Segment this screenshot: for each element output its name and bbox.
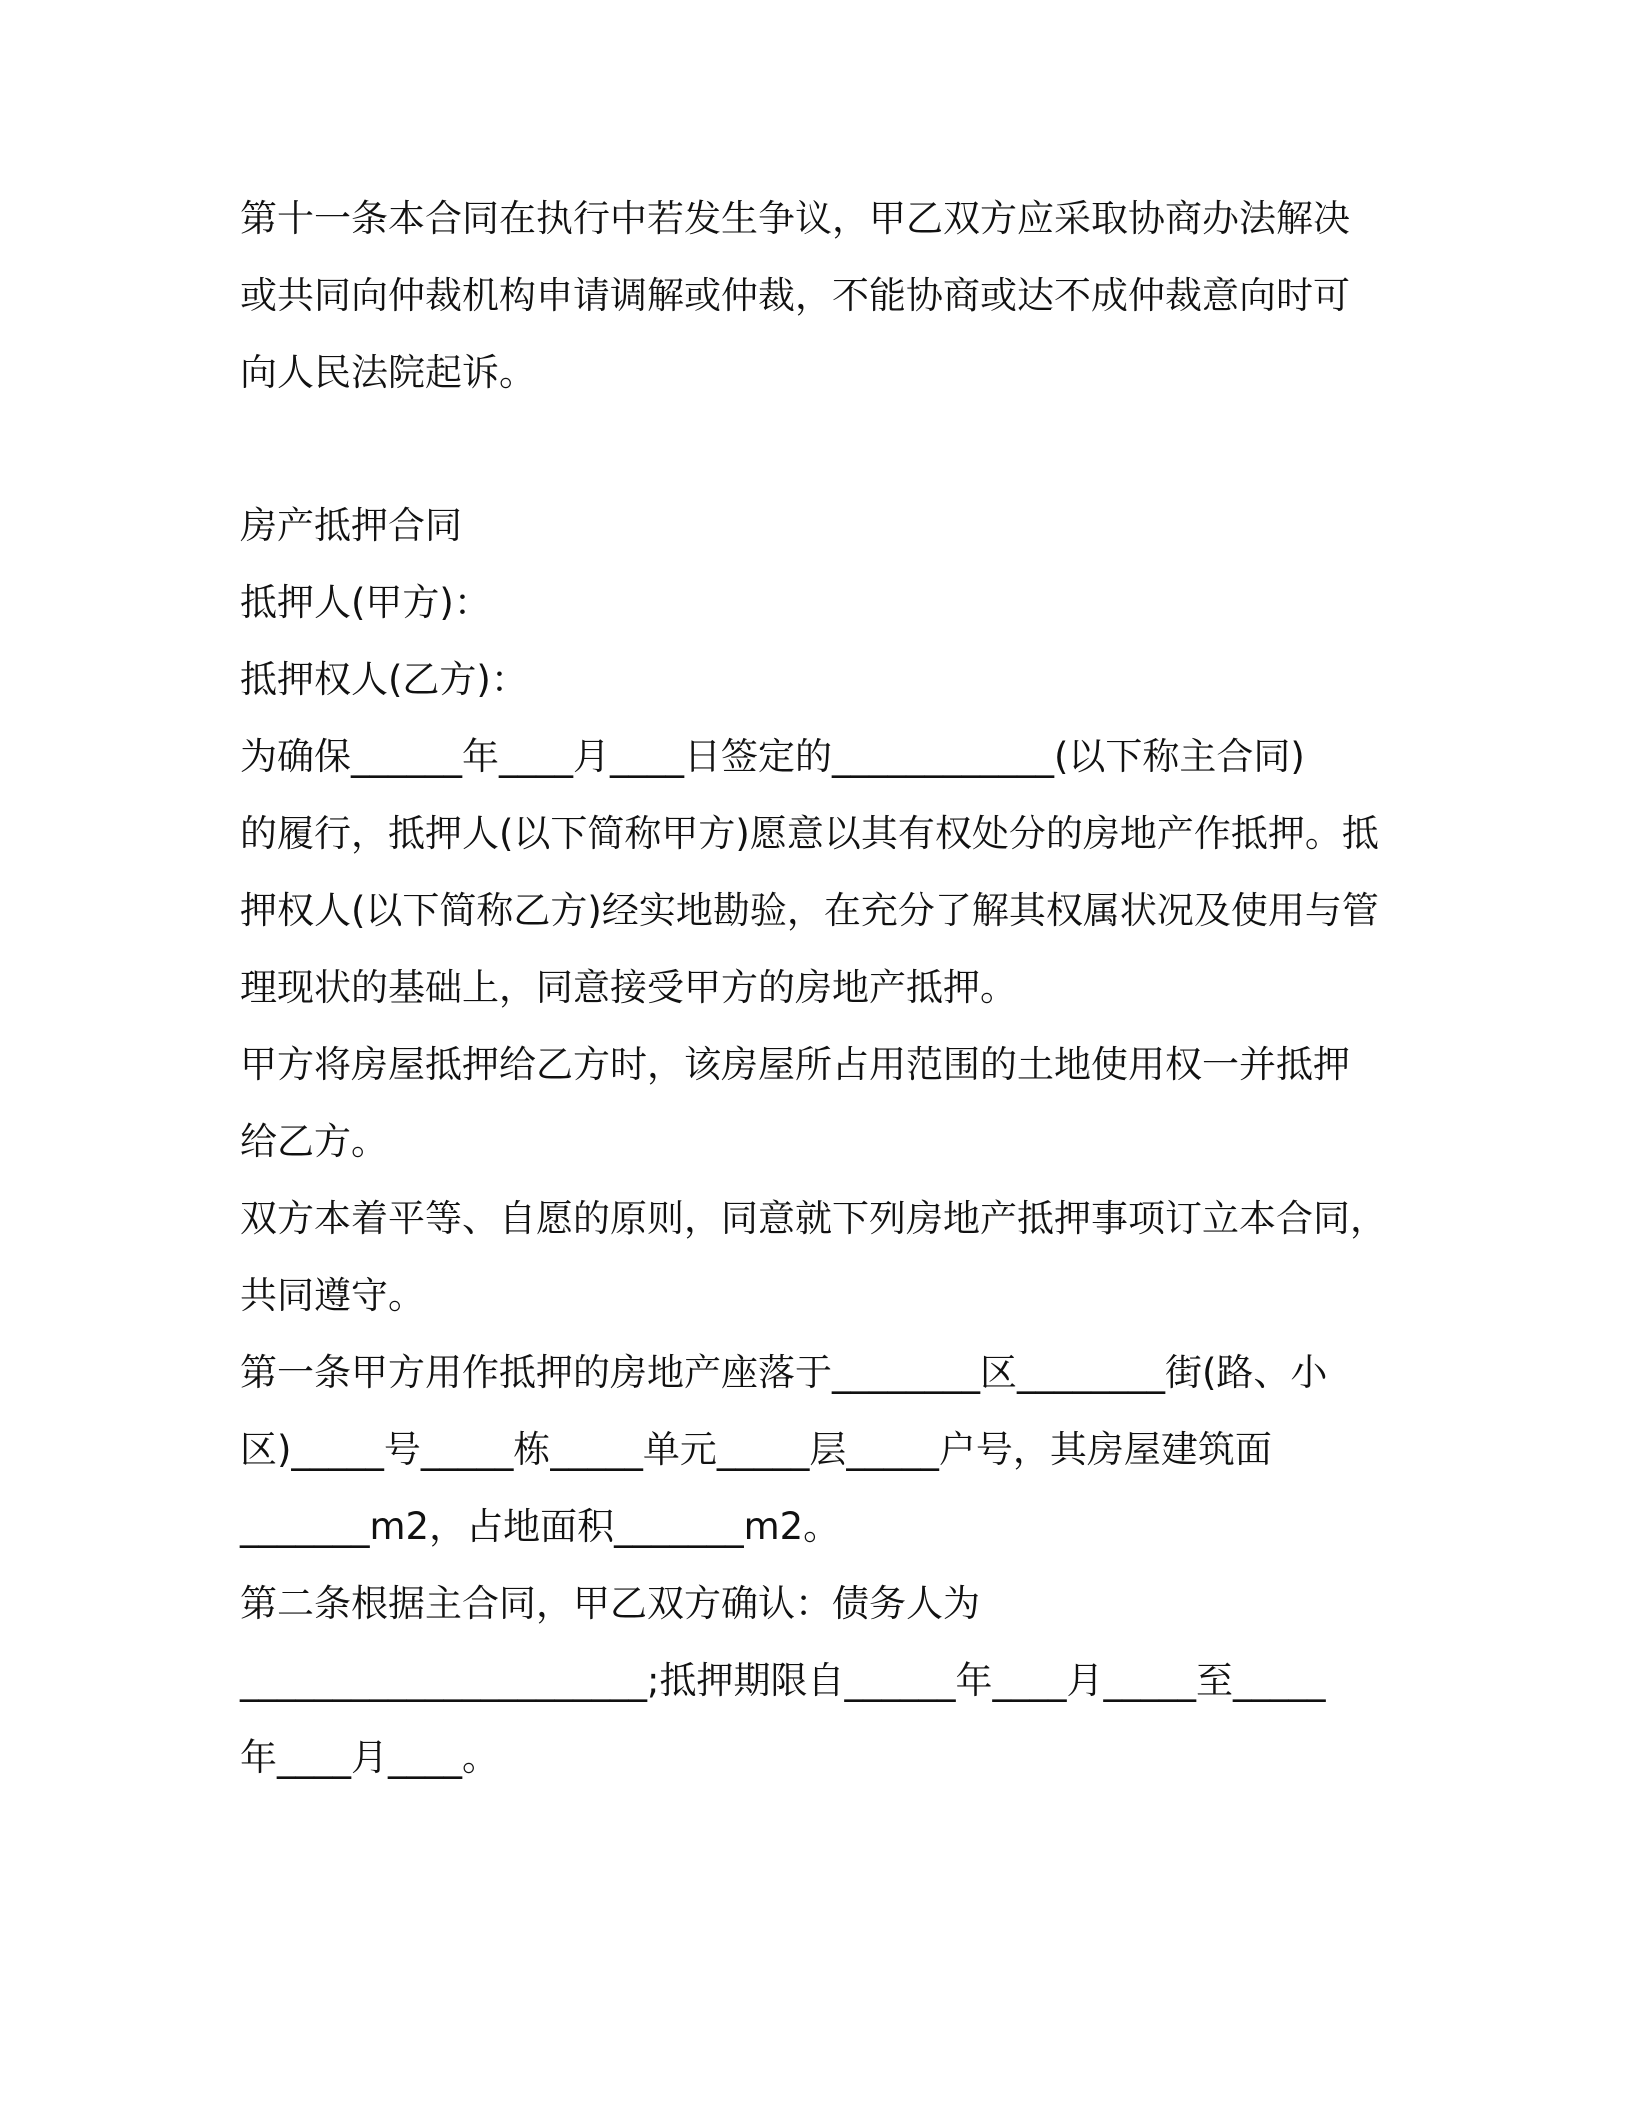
principle-line-2: 共同遵守。 (240, 1274, 425, 1317)
article-2-line-1: 第二条根据主合同，甲乙双方确认：债务人为 (240, 1582, 980, 1625)
land-clause-line-2: 给乙方。 (240, 1120, 388, 1163)
preamble-line-3: 押权人(以下简称乙方)经实地勘验，在充分了解其权属状况及使用与管 (240, 889, 1379, 932)
preamble-line-1: 为确保______年____月____日签定的____________(以下称主合同) (240, 735, 1305, 778)
article-1-line-3: _______m2，占地面积_______m2。 (240, 1505, 841, 1548)
article-2-line-3: 年____月____。 (240, 1736, 499, 1779)
document-body (240, 180, 1400, 1796)
land-clause-line-1: 甲方将房屋抵押给乙方时，该房屋所占用范围的土地使用权一并抵押 (240, 1043, 1350, 1086)
principle-line-1: 双方本着平等、自愿的原则，同意就下列房地产抵押事项订立本合同， (240, 1197, 1387, 1240)
article-1-line-1: 第一条甲方用作抵押的房地产座落于________区________街(路、小 (240, 1351, 1328, 1394)
preamble-line-4: 理现状的基础上，同意接受甲方的房地产抵押。 (240, 966, 1017, 1009)
preamble-line-2: 的履行，抵押人(以下简称甲方)愿意以其有权处分的房地产作抵押。抵 (240, 812, 1379, 855)
section-spacer (240, 411, 1400, 487)
article-2-line-2: ______________________;抵押期限自______年____月_____至_____ (240, 1659, 1326, 1702)
mortgagor-line: 抵押人(甲方)： (240, 581, 491, 624)
clause-11-line-1: 第十一条本合同在执行中若发生争议，甲乙双方应采取协商办法解决 (240, 197, 1350, 240)
article-1-line-2: 区)_____号_____栋_____单元_____层_____户号，其房屋建筑面 (240, 1428, 1272, 1471)
mortgagee-line: 抵押权人(乙方)： (240, 658, 528, 701)
clause-11-line-2: 或共同向仲裁机构申请调解或仲裁，不能协商或达不成仲裁意向时可 (240, 274, 1350, 317)
clause-11-line-3: 向人民法院起诉。 (240, 351, 536, 394)
contract-title: 房产抵押合同 (240, 504, 462, 547)
